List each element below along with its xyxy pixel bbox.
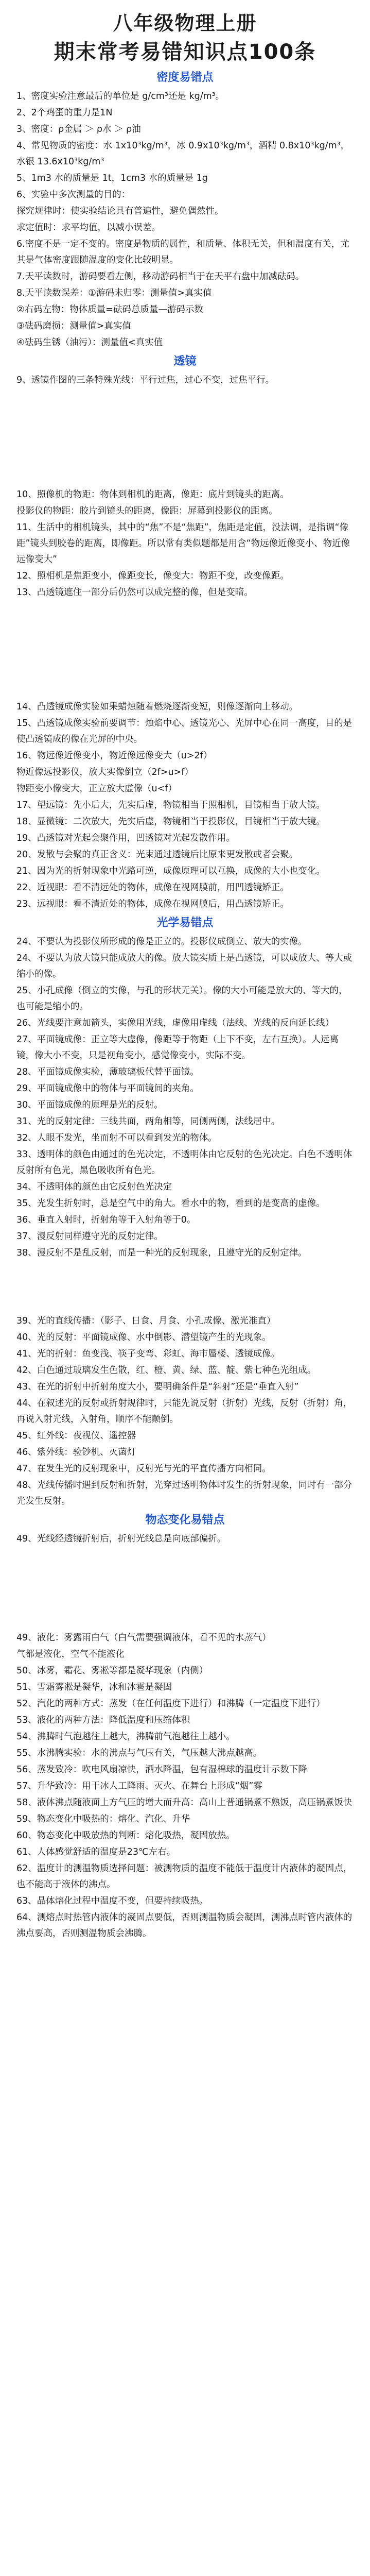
list-item: 55、水沸腾实验：水的沸点与气压有关，气压越大沸点越高。 xyxy=(16,1748,262,1758)
blank-space xyxy=(0,1262,370,1313)
list-item: 45、红外线：夜视仪、遥控器 xyxy=(16,1431,136,1441)
list-item: 60、物态变化中吸放热的判断：熔化吸热，凝固放热。 xyxy=(16,1831,235,1841)
list-item: 18、显微镜：二次放大，先实后虚，物镜相当于投影仪，目镜相当于放大镜。 xyxy=(16,817,325,827)
list-item: 探究规律时：使实验结论具有普遍性，避免偶然性。 xyxy=(16,206,224,216)
list-item: 40、光的反射：平面镜成像、水中倒影、潜望镜产生的光现象。 xyxy=(16,1332,271,1343)
list-item: 48、光线传播时遇到反射和折射，光穿过透明物体时发生的折射现象，同时有一部分光发生反射。 xyxy=(16,1480,353,1506)
list-item: 21、因为光的折射现象中光路可逆，成像原理可以互换，成像的大小也变化。 xyxy=(16,866,325,876)
list-item: 1、密度实验注意最后的单位是 g/cm³还是 kg/m³。 xyxy=(16,91,225,101)
list-item: 49、光线经透镜折射后，折射光线总是向底部偏折。 xyxy=(16,1534,226,1544)
item-list-8 xyxy=(0,1630,370,1942)
list-item: 13、凸透镜遮住一部分后仍然可以成完整的像，但是变暗。 xyxy=(16,587,253,598)
list-item: ③砝码磨损：测量值>真实值 xyxy=(16,321,131,331)
blank-space xyxy=(0,1548,370,1630)
list-item: 25、小孔成像（倒立的实像，与孔的形状无关）。像的大小可能是放大的、等大的，也可能是缩小的。 xyxy=(16,986,348,1012)
item-list-7 xyxy=(0,1531,370,1547)
list-item: 49、液化：雾露雨白气（白气需要强调液体，看不见的水蒸气） xyxy=(16,1633,271,1643)
list-item: 51、雪霜雾凇是凝华，冰和冰雹是凝固 xyxy=(16,1682,172,1692)
list-item: 34、不透明体的颜色由它反射色光决定 xyxy=(16,1182,172,1192)
list-item: 32、人眼不发光，坐而射不可以看到发光的物体。 xyxy=(16,1133,217,1143)
list-item: 8.天平读数误差：①游码未归零：测量值>真实值 xyxy=(16,288,212,298)
list-item: 24、不要认为投影仪所形成的像是正立的。投影仪成倒立、放大的实像。 xyxy=(16,937,307,947)
list-item: 24、不要认为放大镜只能成放大的像。放大镜实质上是凸透镜，可以成放大、等大或缩小的像。 xyxy=(16,953,353,979)
list-item: 59、物态变化中吸热的：熔化、汽化、升华 xyxy=(16,1814,190,1824)
list-item: 44、在叙述光的反射或折射规律时，只能先说反射（折射）光线，反射（折射）角，再说入射光线，入射角，顺序不能颠倒。 xyxy=(16,1398,353,1425)
list-item: 56、蒸发致冷：吹电风扇凉快，洒水降温，包有湿棉球的温度计示数下降 xyxy=(16,1765,307,1775)
list-item: 35、光发生折射时，总是空气中的角大。看水中的物，看到的是变高的虚像。 xyxy=(16,1198,325,1209)
list-item: 50、冰雾，霜花、雾凇等都是凝华现象（内侧） xyxy=(16,1666,208,1676)
item-list-5 xyxy=(0,934,370,1261)
list-item: 29、平面镜成像中的物体与平面镜间的夹角。 xyxy=(16,1083,199,1094)
list-item: 22、近视眼：看不清远处的物体，成像在视网膜前，用凹透镜矫正。 xyxy=(16,883,289,893)
list-item: 42、白色通过玻璃发生色散，红、橙、黄、绿、蓝、靛、紫七种色光组成。 xyxy=(16,1365,316,1376)
list-item: 16、物远像近像变小，物近像远像变大（u>2f） xyxy=(16,751,213,761)
list-item: 38、漫反射不是乱反射，而是一种光的反射现象，且遵守光的反射定律。 xyxy=(16,1248,307,1258)
header xyxy=(0,0,370,67)
item-list-4 xyxy=(0,699,370,912)
list-item: 14、凸透镜成像实验如果蜡烛随着燃烧逐渐变短，则像逐渐向上移动。 xyxy=(16,702,298,712)
list-item: 求定值时：求平均值，以减小误差。 xyxy=(16,223,161,233)
list-item: 20、发散与会聚的真正含义：光束通过透镜后比原来更发散或者会聚。 xyxy=(16,850,298,860)
section-heading-state-change: 物态变化易错点 xyxy=(145,1514,225,1527)
list-item: 物距变小像变大，正立放大虚像（u<f） xyxy=(16,784,177,794)
list-item: 33、透明体的颜色由通过的色光决定，不透明体由它反射的色光决定。白色不透明体反射所有色光，黑色吸收所有色光。 xyxy=(16,1149,353,1176)
list-item: 17、望远镜：先小后大，先实后虚，物镜相当于照相机，目镜相当于放大镜。 xyxy=(16,800,325,810)
list-item: 31、光的反射定律：三线共面，两角相等，同侧两侧，法线居中。 xyxy=(16,1116,280,1127)
list-item: 28、平面镜成像实验，薄玻璃板代替平面镜。 xyxy=(16,1067,199,1077)
list-item: 37、漫反射同样遵守光的反射定律。 xyxy=(16,1231,163,1242)
list-item: 9、透镜作图的三条特殊光线：平行过焦，过心不变，过焦平行。 xyxy=(16,375,275,385)
list-item: 43、在光的折射中折射角度大小，要明确条件是“斜射”还是“垂直入射” xyxy=(16,1382,299,1392)
list-item: 47、在发生光的反射现象中，反射光与光的平直传播方向相同。 xyxy=(16,1464,271,1474)
list-item: 27、平面镜成像：正立等大虚像，像距等于物距（上下不变，左右互换）。人远离镜，像大小不变，只是视角变小，感觉像变小，实际不变。 xyxy=(16,1035,339,1061)
list-item: 3、密度：ρ金属 ＞ ρ水 ＞ ρ油 xyxy=(16,124,141,134)
list-item: 61、人体感觉舒适的温度是23℃左右。 xyxy=(16,1847,176,1857)
section-heading-density: 密度易错点 xyxy=(156,71,214,84)
list-item: 62、温度计的测温物质选择问题：被测物质的温度不能低于温度计内液体的凝固点，也不能高于液体的沸点。 xyxy=(16,1863,353,1890)
list-item: 11、生活中的相机镜头，其中的“焦”不是“焦距”，焦距是定值，没法调，是指调“像距”镜头到胶卷的距离，即像距。所以常有类似题都是用含“物远像近像变小、物近像远像变大” xyxy=(16,522,350,565)
list-item: 54、沸腾时气泡越往上越大，沸腾前气泡越往上越小。 xyxy=(16,1732,235,1742)
blank-space xyxy=(0,601,370,699)
list-item: 52、汽化的两种方式：蒸发（在任何温度下进行）和沸腾（一定温度下进行） xyxy=(16,1699,325,1709)
section-heading-optics: 光学易错点 xyxy=(156,917,214,929)
list-item: 19、凸透镜对光起会聚作用，凹透镜对光起发散作用。 xyxy=(16,833,235,843)
list-item: 46、紫外线：验钞机、灭菌灯 xyxy=(16,1447,136,1458)
list-item: ④砝码生锈（油污）：测量值<真实值 xyxy=(16,337,163,348)
list-item: 64、测熔点时热管内液体的凝固点要低，否则测温物质会凝固，测沸点时管内液体的沸点要高，否则测温物质会沸腾。 xyxy=(16,1912,353,1939)
list-item: 41、光的折射：鱼变浅、筷子变弯、彩虹、海市蜃楼、透镜成像。 xyxy=(16,1349,280,1359)
list-item: 气都是液化，空气不能液化 xyxy=(16,1649,125,1659)
list-item: 53、液化的两种方法：降低温度和压缩体积 xyxy=(16,1715,190,1725)
list-item: 6、实验中多次测量的目的： xyxy=(16,190,131,200)
list-item: 30、平面镜成像的原理是光的反射。 xyxy=(16,1100,163,1110)
list-item: 23、远视眼：看不清近处的物体，成像在视网膜后，用凸透镜矫正。 xyxy=(16,899,289,909)
item-list-1 xyxy=(0,89,370,351)
list-item: 7.天平读数时，游码要看左侧，移动游码相当于在天平右盘中加减砝码。 xyxy=(16,272,305,282)
list-item: 5、1m3 水的质量是 1t，1cm3 水的质量是 1g xyxy=(16,173,208,183)
list-item: 4、常见物质的密度：水 1x10³kg/m³，冰 0.9x10³kg/m³，酒精 0.8x10³kg/m³，水银 13.6x10³kg/m³ xyxy=(16,141,350,167)
list-item: 12、照相机是焦距变小，像距变长，像变大：物距不变，改变像距。 xyxy=(16,571,289,581)
list-item: 58、液体沸点随液面上方气压的增大而升高：高山上普通锅煮不熟饭，高压锅煮饭快 xyxy=(16,1798,353,1808)
list-item: 2、2个鸡蛋的重力是1N xyxy=(16,108,113,118)
title-line-1: 八年级物理上册 xyxy=(113,12,257,35)
list-item: 26、光线要注意加箭头，实像用光线，虚像用虚线（法线、光线的反向延长线） xyxy=(16,1018,334,1028)
list-item: 39、光的直线传播：（影子、日食、月食、小孔成像、激光准直） xyxy=(16,1316,276,1326)
list-item: 6.密度不是一定不变的。密度是物质的属性，和质量、体积无关，但和温度有关，尤其是气体密度跟随温度的变化比较明显。 xyxy=(16,239,349,265)
item-list-6 xyxy=(0,1313,370,1510)
list-item: 物近像远投影仪，放大实像倒立（2f>u>f） xyxy=(16,767,193,777)
list-item: 15、凸透镜成像实验前要调节：烛焰中心、透镜光心、光屏中心在同一高度，目的是使凸透镜成的像在光屏的中央。 xyxy=(16,718,353,744)
list-item: 63、晶体熔化过程中温度不变，但要持续吸热。 xyxy=(16,1896,208,1906)
list-item: 36、垂直入射时，折射角等于入射角等于0。 xyxy=(16,1215,196,1225)
section-heading-lens: 透镜 xyxy=(173,355,197,368)
list-item: 57、升华致冷：用干冰人工降雨、灭火、在舞台上形成“烟”雾 xyxy=(16,1781,262,1791)
item-list-2 xyxy=(0,372,370,388)
item-list-3 xyxy=(0,487,370,601)
list-item: 10、照像机的物距：物体到相机的距离，像距：底片到镜头的距离。 xyxy=(16,489,289,500)
list-item: 投影仪的物距：胶片到镜头的距离，像距：屏幕到投影仪的距离。 xyxy=(16,506,278,516)
list-item: ②右码左物：物体质量=砝码总质量—游码示数 xyxy=(16,304,203,315)
title-line-2: 期末常考易错知识点100条 xyxy=(54,40,316,64)
blank-space xyxy=(0,389,370,487)
